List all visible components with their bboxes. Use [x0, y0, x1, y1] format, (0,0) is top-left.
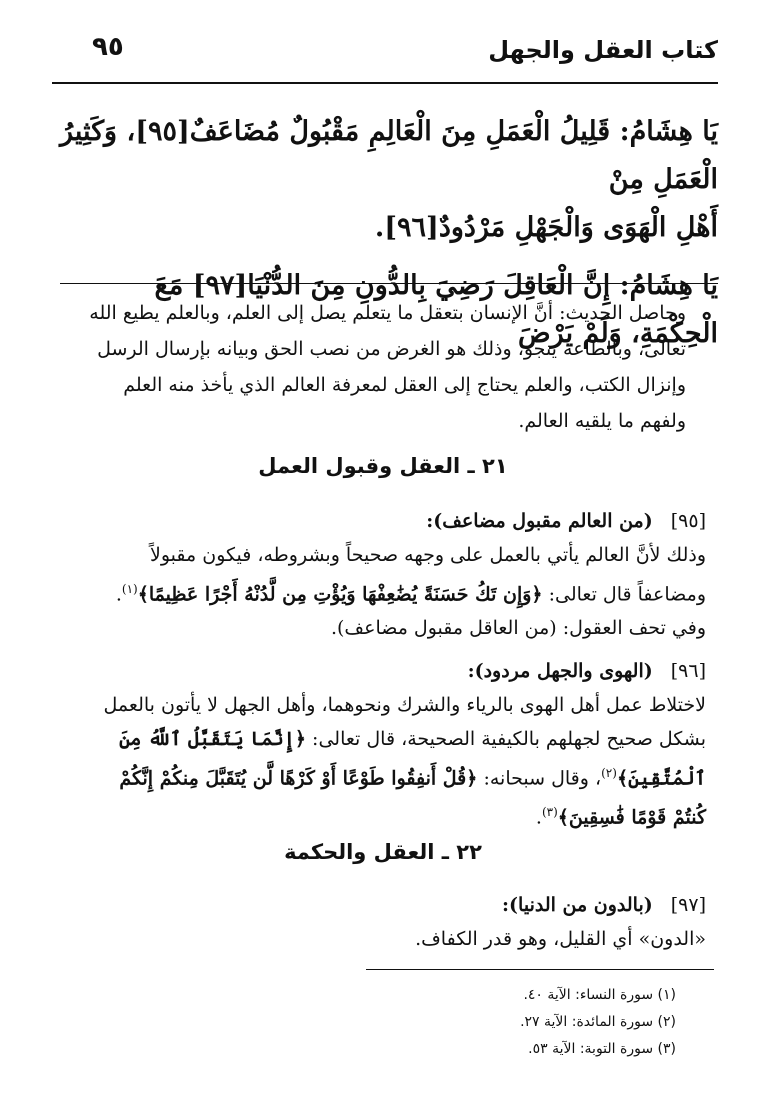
note-lead: (الهوى والجهل مردود): [467, 660, 653, 682]
note-lead: (من العالم مقبول مضاعف): [426, 510, 653, 532]
footnote-3: (٣) سورة التوبة: الآية ٥٣. [528, 1041, 676, 1057]
quran-verse: ﴿إِنَّمَا يَتَقَبَّلُ ٱللَّهُ مِنَ ٱلْمُتَّقِينَ﴾ [119, 728, 706, 790]
section-heading-22: ٢٢ ـ العقل والحكمة [284, 840, 482, 864]
footnote-ref: (١) [121, 582, 138, 596]
note-text: وذلك لأنَّ العالم يأتي بالعمل على وجهه صحيحاً وبشروطه، فيكون مقبولاً ومضاعفاً قال تعالى: [150, 544, 706, 606]
note-text: لاختلاط عمل أهل الهوى بالرياء والشرك ونحوهما، وأهل الجهل لا يأتون بالعمل بشكل صحيح لجهلهم بالكيفية الصحيحة، قال تعالى: [103, 694, 706, 750]
note-97 [80, 888, 706, 956]
running-title: كتاب العقل والجهل [488, 36, 718, 64]
footnote-2: (٢) سورة المائدة: الآية ٢٧. [520, 1014, 676, 1030]
commentary-paragraph: وحاصل الحديث: أنَّ الإنسان بتعقل ما يتعلم يصل إلى العلم، وبالعلم يطيع الله تعالى، وبالطاعة ينجو، وذلك هو الغرض من نصب الحق وبيانه بإرسال الرسل وإنزال الكتب، والعلم يحتاج إلى العقل لمعرفة العالم الذي يأخذ منه العلم ولفهم ما يلقيه العالم. [89, 302, 686, 432]
section-heading-21: ٢١ ـ العقل وقبول العمل [258, 454, 508, 478]
footnote-1: (١) سورة النساء: الآية ٤٠. [523, 987, 676, 1003]
note-punct: . [115, 583, 122, 606]
hadith-line-1: يَا هِشَامُ: قَلِيلُ الْعَمَلِ مِنَ الْعَالِمِ مَقْبُولٌ مُضَاعَفٌ[٩٥]، وَكَثِيرُ الْعَمَلِ مِنْ [60, 116, 718, 195]
quran-verse: ﴿وَإِن تَكُ حَسَنَةً يُضَٰعِفْهَا وَيُؤْتِ مِن لَّدُنْهُ أَجْرًا عَظِيمًا﴾ [137, 583, 543, 606]
note-96 [80, 654, 706, 835]
note-number: [٩٧] [670, 894, 706, 916]
footnote-ref: (٣) [541, 805, 558, 820]
footnote-ref: (٢) [601, 766, 617, 780]
note-text-2: وفي تحف العقول: (من العاقل مقبول مضاعف). [330, 617, 706, 640]
hadith-line-2: أَهْلِ الْهَوَى وَالْجَهْلِ مَرْدُودٌ[٩٦]. [374, 212, 718, 243]
note-punct: . [535, 806, 542, 829]
note-text: ، وقال سبحانه: [483, 767, 602, 790]
quran-verse: ﴿قُلْ أَنفِقُوا طَوْعًا أَوْ كَرْهًا لَّن يُتَقَبَّلَ مِنكُمْ إِنَّكُمْ كُنتُمْ قَوْمًا فَٰسِقِينَ﴾ [119, 767, 706, 829]
footnotes [520, 982, 676, 1063]
note-lead: (بالدون من الدنيا): [502, 894, 653, 916]
note-95 [80, 504, 706, 645]
note-number: [٩٦] [670, 660, 706, 682]
hadith-divider [60, 283, 718, 284]
note-number: [٩٥] [670, 510, 706, 532]
note-body: «الدون» أي القليل، وهو قدر الكفاف. [415, 928, 706, 950]
page-header [52, 30, 718, 84]
hadith-line-3: يَا هِشَامُ: إِنَّ الْعَاقِلَ رَضِيَ بِالدُّونِ مِنَ الدُّنْيَا[٩٧] مَعَ الْحِكْمَةِ، وَلَمْ يَرْضَ [154, 270, 718, 349]
note-body [80, 688, 706, 835]
footnote-divider [366, 969, 714, 970]
note-body [80, 538, 706, 611]
page-number: ٩٥ [92, 32, 124, 62]
